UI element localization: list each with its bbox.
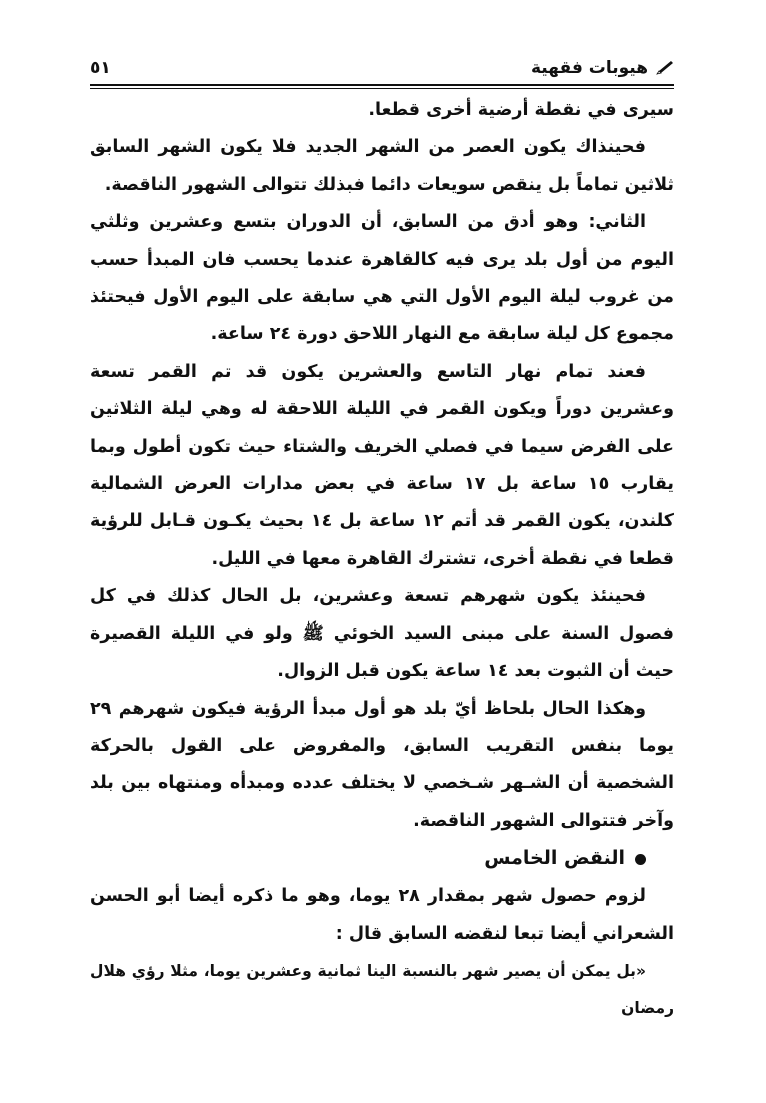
header-rule [90,84,674,89]
paragraph-3-label: الثاني: [588,212,646,233]
page-body [90,92,674,1028]
paragraph-3-text: وهو أدق من السابق، أن الدوران بتسع وعشرين وثلثي اليوم من أول بلد يرى فيه كالقاهرة عندما يحسب فان المبدأ حسب من غروب ليلة اليوم الأول التي هي سابقة على اليوم الأول فيحتئذ مجموع كل ليلة سابقة مع النهار اللاحق دورة ٢٤ ساعة. [90,212,674,345]
running-title [531,58,674,78]
paragraph-1: سيرى في نقطة أرضية أخرى قطعا. [368,100,674,120]
paragraph-7: لزوم حصول شهر بمقدار ٢٨ يوما، وهو ما ذكره أيضا أبو الحسن الشعراني أيضا تبعا لنقضه السابق قال : [90,886,674,944]
paragraph-5: فحينئذ يكون شهرهم تسعة وعشرين، بل الحال كذلك في كل فصول السنة على مبنى السيد الخوئي ﷺ ولو في الليلة القصيرة حيث أن الثبوت بعد ١٤ ساعة يكون قبل الزوال. [90,586,674,682]
bullet-icon [635,854,646,865]
paragraph-3 [90,204,674,354]
quote-paragraph: «بل يمكن أن يصير شهر بالنسبة الينا ثمانية وعشرين يوما، مثلا رؤي هلال رمضان [90,961,674,1018]
paragraph-6: وهكذا الحال بلحاظ أيّ بلد هو أول مبدأ الرؤية فيكون شهرهم ٢٩ يوما بنفس التقريب السابق، والمفروض على القول بالحركة الشخصية أن الشـهر شـخصي لا يختلف عدده ومبدأه ومنتهاه بين بلد وآخر فتتوالى الشهور الناقصة. [90,698,674,831]
page-header [90,48,674,78]
running-title-text: هيوبات فقهية [531,58,648,78]
page-number: ٥١ [90,58,111,78]
pen-icon [656,61,674,75]
paragraph-4: فعند تمام نهار التاسع والعشرين يكون قد تم القمر تسعة وعشرين دوراً ويكون القمر في الليلة اللاحقة له وهي ليلة الثلاثين على الفرض سيما في فصلي الخريف والشتاء حيث تكون أطول وبما يقارب ١٥ ساعة بل ١٧ ساعة في بعض مدارات العرض الشمالية كلندن، يكون القمر قد أتم ١٢ ساعة بل ١٤ بحيث يكـون قـابل للرؤية قطعا في نقطة أخرى، تشترك القاهرة معها في الليل. [90,361,674,569]
section-heading [90,840,674,878]
section-heading-text: النقض الخامس [484,847,625,870]
paragraph-2: فحينذاك يكون العصر من الشهر الجديد فلا يكون الشهر السابق ثلاثين تماماً بل ينقص سويعات دائما فبذلك تتوالى الشهور الناقصة. [90,137,674,195]
